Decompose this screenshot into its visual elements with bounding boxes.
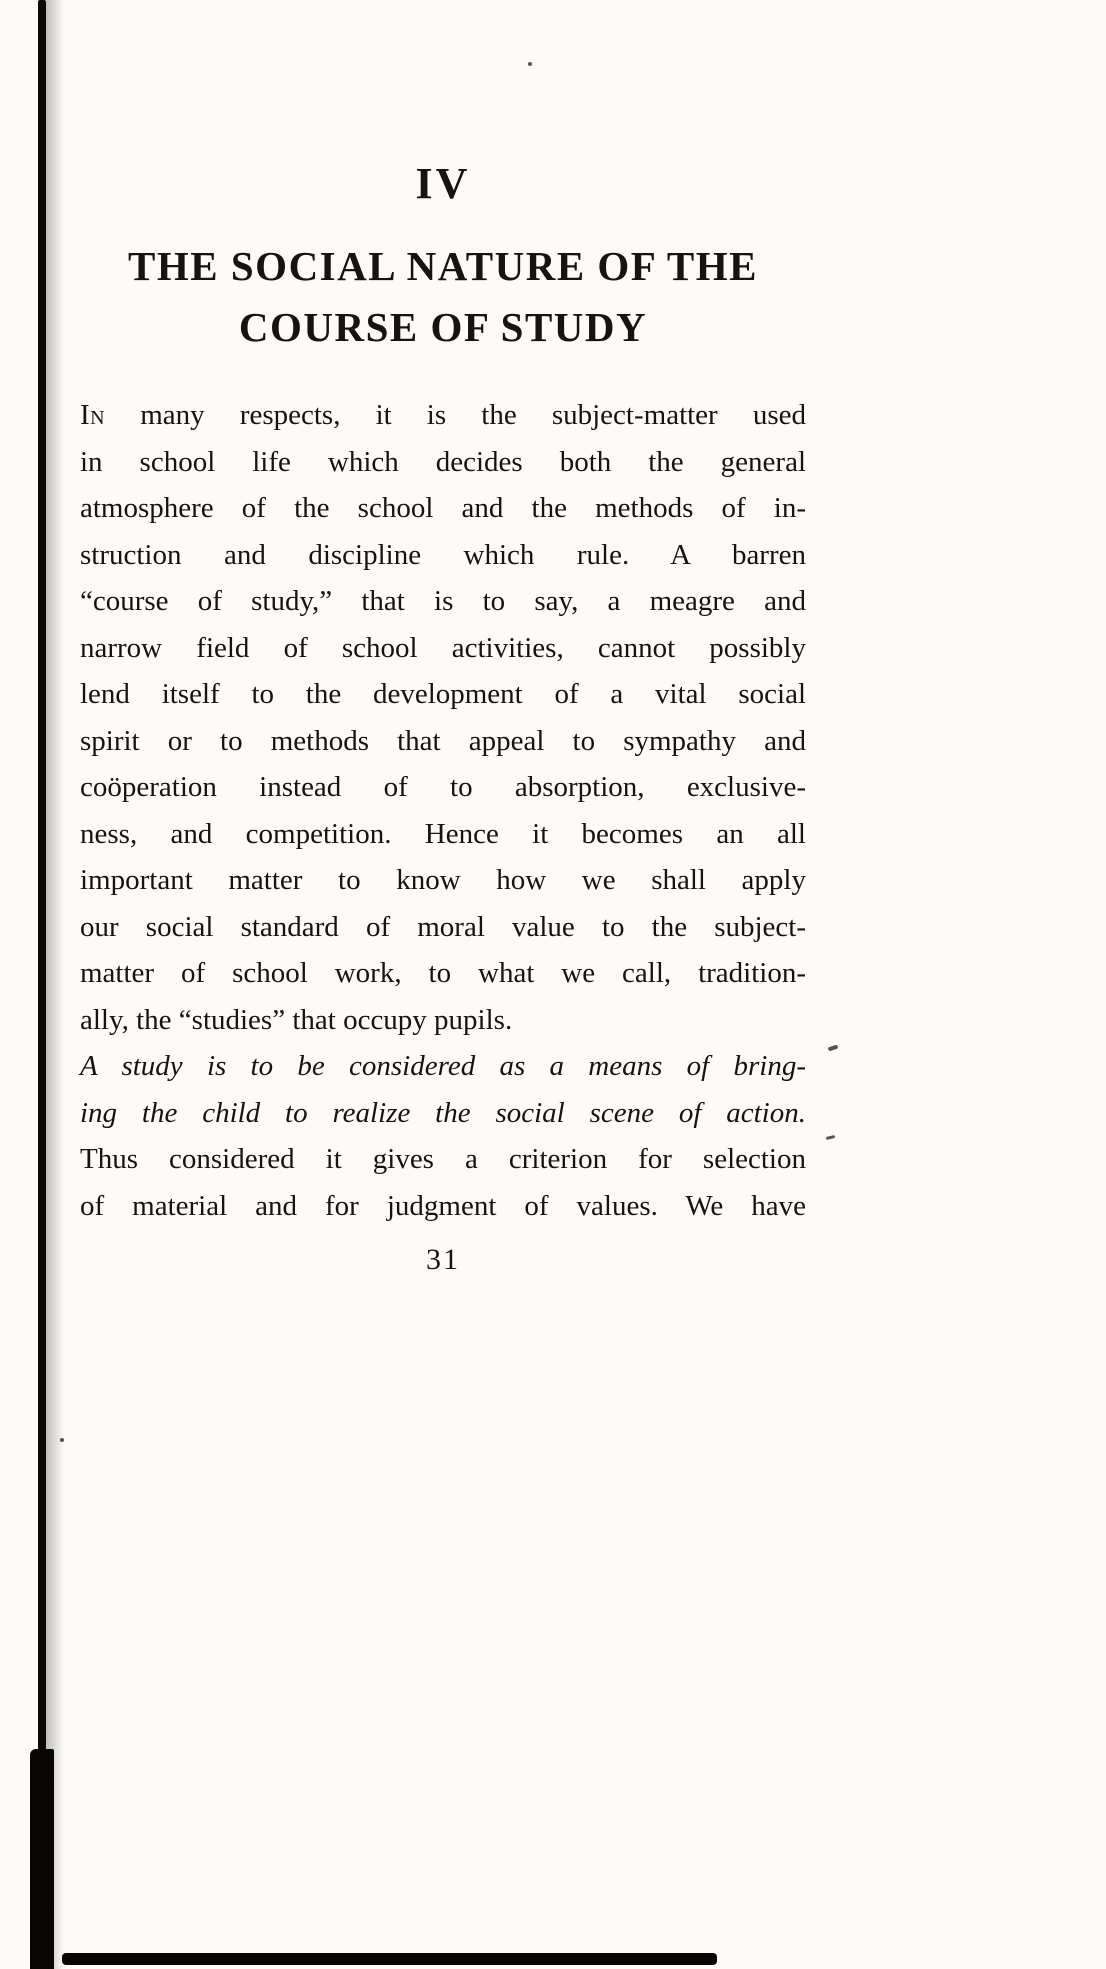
chapter-title: [80, 236, 806, 358]
body-line: narrow field of school activities, cannot possibly: [80, 631, 806, 664]
body-line: lend itself to the development of a vital social: [80, 678, 806, 710]
body-line: A study is to be considered as a means of bring-: [80, 1050, 806, 1082]
smallcaps-lead: In: [80, 399, 106, 431]
page-bottom-scan-mark: [62, 1953, 717, 1965]
body-line: atmosphere of the school and the methods of in-: [80, 492, 806, 524]
body-line: ally, the “studies” that occupy pupils.: [80, 1003, 513, 1036]
chapter-title-line-1: THE SOCIAL NATURE OF THE: [128, 243, 758, 289]
body-line: ing the child to realize the social scene of action.: [80, 1096, 806, 1129]
body-line: Thus considered it gives a criterion for selection: [80, 1143, 806, 1175]
body-line: spirit or to methods that appeal to sympathy and: [80, 724, 806, 757]
spine-bottom-blot: [30, 1749, 54, 1969]
body-line: ness, and competition. Hence it becomes an all: [80, 817, 806, 850]
page-number: 31: [426, 1243, 460, 1276]
book-spine-edge: [38, 0, 46, 1969]
body-line: in school life which decides both the general: [80, 445, 806, 478]
body-line: our social standard of moral value to the subject-: [80, 910, 806, 943]
page-content: [80, 158, 806, 1277]
scan-artifact: [60, 1438, 64, 1442]
body-line: important matter to know how we shall apply: [80, 864, 806, 896]
body-line: coöperation instead of to absorption, exclusive-: [80, 771, 806, 803]
chapter-title-line-2: COURSE OF STUDY: [238, 304, 648, 350]
spine-shadow: [46, 0, 64, 1969]
body-line: matter of school work, to what we call, tradition-: [80, 957, 806, 989]
body-line: of material and for judgment of values. We have: [80, 1189, 806, 1222]
body-text: [80, 392, 806, 1229]
body-line: [80, 392, 806, 439]
scan-artifact: [828, 1045, 839, 1052]
body-line-text: many respects, it is the subject-matter used: [105, 399, 806, 431]
chapter-number: IV: [415, 159, 471, 208]
body-line: struction and discipline which rule. A barren: [80, 538, 806, 571]
body-line: “course of study,” that is to say, a meagre and: [80, 585, 806, 617]
scan-artifact: [528, 62, 532, 66]
scan-artifact: [826, 1135, 835, 1140]
